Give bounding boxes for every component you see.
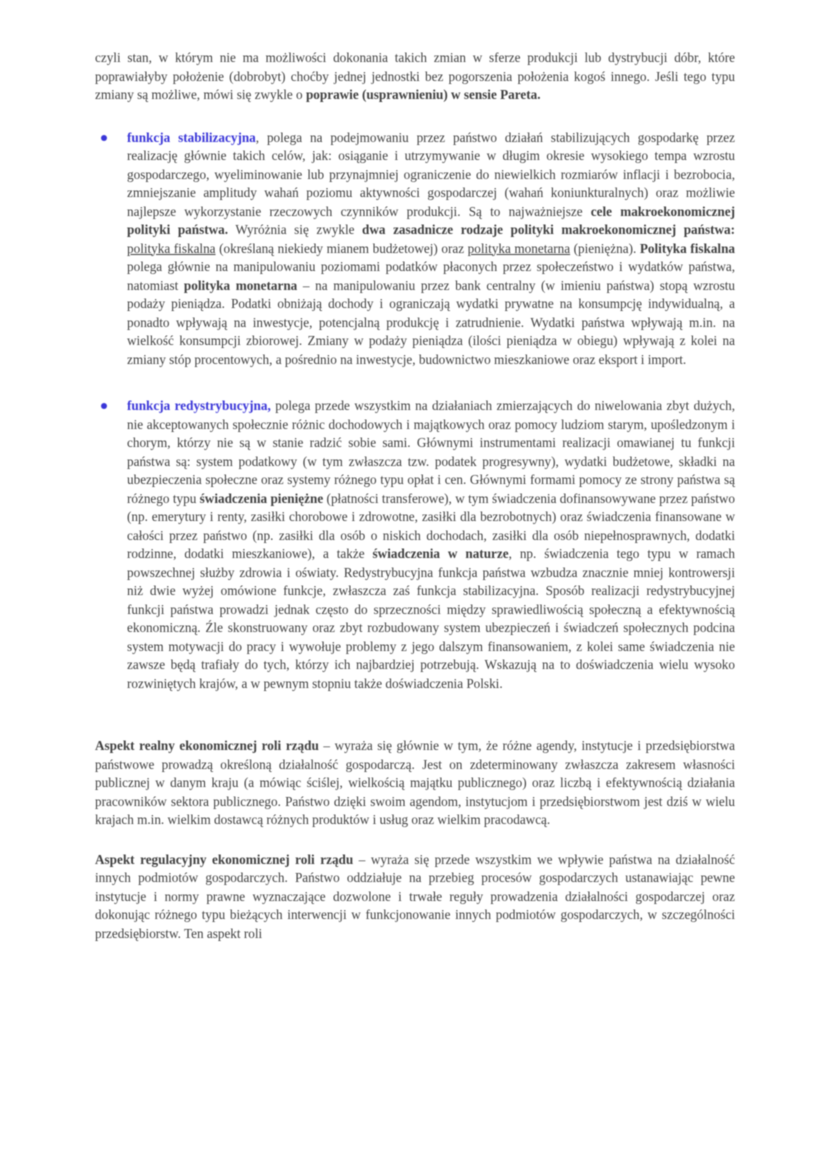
- text-run: polityka monetarna: [467, 240, 571, 256]
- text-run: funkcja redystrybucyjna,: [127, 398, 271, 413]
- intro-paragraph: [95, 49, 735, 105]
- text-run: czyli stan, w którym nie ma możliwości dokonania takich zmian w sferze produkcji lub dystrybucji dóbr, które poprawiałyby położenie (dobrobyt) choćby jednej jednostki bez pogorszenia położenia kogoś innego. Jeśli tego typu zmiany są możliwe, mówi się zwykle o: [95, 50, 735, 102]
- bullet-icon: [101, 135, 107, 141]
- text-run: poprawie (usprawnieniu) w sensie Pareta.: [305, 87, 541, 102]
- text-run: Aspekt realny ekonomicznej roli rządu: [95, 738, 319, 753]
- bullet-item-stabilization-function: [95, 129, 735, 370]
- bullet-text-redistribution: [127, 398, 735, 691]
- text-run: – wyraża się głównie w tym, że różne agendy, instytucje i przedsiębiorstwa państwowe prowadzą określoną działalność gospodarczą. Jest on zdeterminowany zwłaszcza zakresem własności publicznej w danym kraju (a mówiąc ściślej, wielkością majątku publicznego) oraz liczbą i efektywnością działania pracowników sektora publicznego. Państwo dzięki swoim agendom, instytucjom i przedsiębiorstwom jest dziś w wielu krajach m.in. wielkim dostawcą różnych produktów i usług oraz wielkim pracodawcą.: [95, 738, 735, 827]
- text-run: cele makroekonomicznej polityki państwa.: [127, 203, 735, 237]
- bullet-icon: [101, 403, 107, 409]
- text-run: – na manipulowaniu przez bank centralny (w imieniu państwa) stopą wzrostu podaży pieniądza. Podatki obniżają dochody i ograniczają wydatki prywatne na konsumpcję indywidualną, a ponadto wpływają na inwestycje, potencjalną produkcję i zatrudnienie. Wydatki państwa wpływają m.in. na wielkość konsumpcji zbiorowej. Zmiany w podaży pieniądza (ilości pieniądza w obiegu) wpływają z kolei na zmiany stóp procentowych, a pośrednio na inwestycje, budownictwo mieszkaniowe oraz eksport i import.: [127, 277, 735, 367]
- text-run: (płatności transferowe), w tym świadczenia dofinansowywane przez państwo (np. emerytury i renty, zasiłki chorobowe i zdrowotne, zasiłki dla bezrobotnych) oraz świadczenia finansowane w całości przez państwo (np. zasiłki dla osób o niskich dochodach, zasiłki dla osób niepełnosprawnych, dodatki rodzinne, dodatki mieszkaniowe), a także: [127, 490, 736, 561]
- text-run: (określaną niekiedy mianem budżetowej) oraz: [215, 240, 468, 256]
- text-run: Aspekt regulacyjny ekonomicznej roli rządu: [95, 851, 354, 867]
- bullet-text-stabilization: [127, 130, 735, 367]
- text-run: Polityka fiskalna: [639, 240, 736, 256]
- text-run: (pieniężna).: [570, 240, 640, 256]
- paragraph-real-aspect: [95, 737, 735, 830]
- text-run: świadczenia w naturze: [372, 546, 509, 561]
- text-run: , polega na podejmowaniu przez państwo działań stabilizujących gospodarkę przez realizację głównie takich celów, jak: osiąganie i utrzymywanie w długim okresie wysokiego tempa wzrostu gospodarczego, wyeliminowanie lub przynajmniej ograniczenie do niewielkich rozmiarów inflacji i bezrobocia, zmniejszanie amplitudy wahań poziomu aktywności gospodarczej (wahań koniunkturalnych) oraz możliwie najlepsze wykorzystanie rzeczowych czynników produkcji. Są to najważniejsze: [127, 129, 736, 219]
- text-run: polityka monetarna: [183, 277, 298, 293]
- text-run: funkcja stabilizacyjna: [127, 129, 256, 145]
- text-run: – wyraża się przede wszystkim we wpływie państwa na działalność innych podmiotów gospodarczych. Państwo oddziałuje na przebieg procesów gospodarczych ustanawiając pewne instytucje i normy prawne wyznaczające dozwolone i trwałe reguły prowadzenia działalności gospodarczej oraz dokonując różnego typu bieżących interwencji w funkcjonowanie innych podmiotów gospodarczych, w szczególności przedsiębiorstw. Ten aspekt roli: [95, 851, 735, 941]
- functions-bullet-list: [95, 129, 735, 694]
- text-run: polega głównie na manipulowaniu poziomami podatków płaconych przez społeczeństwo i wydatków państwa, natomiast: [127, 259, 735, 293]
- text-run: , np. świadczenia tego typu w ramach powszechnej służby zdrowia i oświaty. Redystrybucyjna funkcja państwa wzbudza znacznie mniej kontrowersji niż dwie wyżej omówione funkcje, zwłaszcza zaś funkcja stabilizacyjna. Sposób realizacji redystrybucyjnej funkcji państwa prowadzi jednak często do sprzeczności między sprawiedliwością społeczną a efektywnością ekonomiczną. Źle skonstruowany oraz zbyt rozbudowany system ubezpieczeń i świadczeń społecznych podcina system motywacji do pracy i wywołuje problemy z jego dalszym finansowaniem, z kolei same świadczenia nie zawsze będą trafiały do tych, którzy ich najbardziej potrzebują. Wskazują na to doświadczenia wielu wysoko rozwiniętych krajów, a w pewnym stopniu także doświadczenia Polski.: [127, 546, 735, 691]
- text-run: dwa zasadnicze rodzaje polityki makroekonomicznej państwa:: [362, 222, 735, 237]
- bullet-item-redistribution-function: [95, 397, 735, 693]
- text-run: polega przede wszystkim na działaniach zmierzających do niwelowania zbyt dużych, nie akceptowanych społecznie różnic dochodowych i majątkowych oraz pomocy ludziom starym, upośledzonym i chorym, którzy nie są w stanie radzić sobie sami. Głównymi instrumentami realizacji omawianej tu funkcji państwa są: system podatkowy (w tym zwłaszcza tzw. podatek progresywny), wydatki budżetowe, składki na ubezpieczenia społeczne oraz systemy różnego typu opłat i cen. Głównymi formami pomocy ze strony państwa są różnego typu: [127, 398, 735, 506]
- paragraph-regulatory-aspect: [95, 851, 735, 944]
- text-run: Wyróżnia się zwykle: [228, 222, 363, 237]
- document-content: [95, 49, 735, 943]
- text-run: świadczenia pieniężne: [199, 490, 324, 506]
- text-run: polityka fiskalna: [127, 240, 216, 256]
